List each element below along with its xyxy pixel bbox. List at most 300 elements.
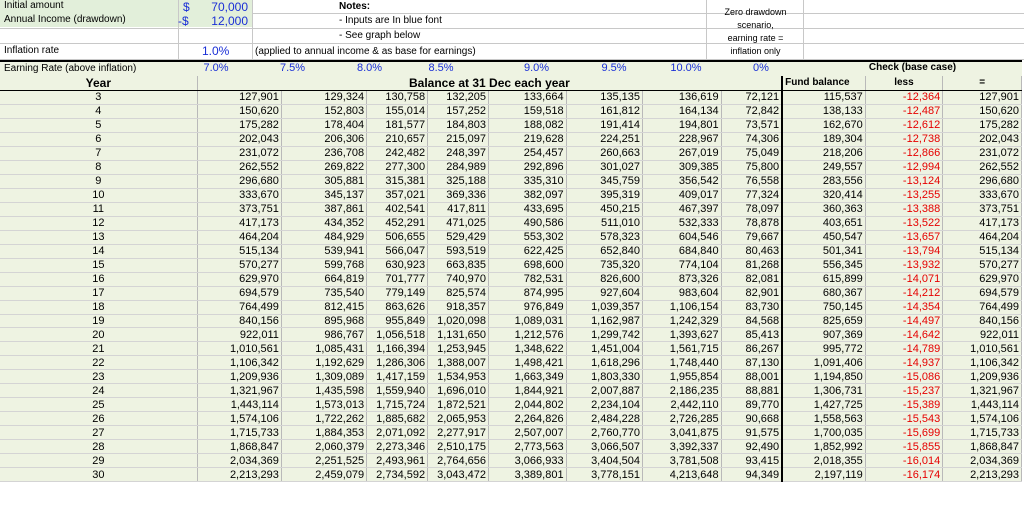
value-cell[interactable]: 356,542 xyxy=(643,174,722,188)
value-cell[interactable]: 161,812 xyxy=(566,104,642,118)
value-cell[interactable]: 277,300 xyxy=(367,160,428,174)
value-cell[interactable]: 138,133 xyxy=(782,104,865,118)
year-cell[interactable]: 13 xyxy=(0,230,197,244)
value-cell[interactable]: 2,442,110 xyxy=(643,398,722,412)
value-cell[interactable]: 1,558,563 xyxy=(782,412,865,426)
value-cell[interactable]: 812,415 xyxy=(281,300,366,314)
value-cell[interactable]: 740,970 xyxy=(428,272,489,286)
value-cell[interactable]: 93,415 xyxy=(721,454,782,468)
value-cell[interactable]: 1,868,847 xyxy=(943,440,1022,454)
year-cell[interactable]: 6 xyxy=(0,132,197,146)
value-cell[interactable]: 157,252 xyxy=(428,104,489,118)
value-cell[interactable]: 622,425 xyxy=(489,244,567,258)
value-cell[interactable]: 3,043,472 xyxy=(428,468,489,482)
value-cell[interactable]: 254,457 xyxy=(489,146,567,160)
value-cell[interactable]: 4,213,648 xyxy=(643,468,722,482)
earning-rate-input[interactable]: 7.0% xyxy=(203,62,229,74)
value-cell[interactable]: 556,345 xyxy=(782,258,865,272)
less-cell[interactable]: -14,497 xyxy=(865,314,943,328)
value-cell[interactable]: 1,010,561 xyxy=(943,342,1022,356)
value-cell[interactable]: 825,659 xyxy=(782,314,865,328)
year-cell[interactable]: 9 xyxy=(0,174,197,188)
value-cell[interactable]: 840,156 xyxy=(197,314,281,328)
value-cell[interactable]: 490,586 xyxy=(489,216,567,230)
value-cell[interactable]: 2,764,656 xyxy=(428,454,489,468)
value-cell[interactable]: 228,967 xyxy=(643,132,722,146)
value-cell[interactable]: 2,197,119 xyxy=(782,468,865,482)
value-cell[interactable]: 2,060,379 xyxy=(281,440,366,454)
value-cell[interactable]: 1,348,622 xyxy=(489,342,567,356)
less-cell[interactable]: -15,086 xyxy=(865,370,943,384)
value-cell[interactable]: 89,770 xyxy=(721,398,782,412)
value-cell[interactable]: 1,020,098 xyxy=(428,314,489,328)
year-cell[interactable]: 7 xyxy=(0,146,197,160)
value-cell[interactable]: 983,604 xyxy=(643,286,722,300)
value-cell[interactable]: 506,655 xyxy=(367,230,428,244)
value-cell[interactable]: 764,499 xyxy=(197,300,281,314)
value-cell[interactable]: 127,901 xyxy=(197,91,281,105)
value-cell[interactable]: 202,043 xyxy=(943,132,1022,146)
value-cell[interactable]: 1,559,940 xyxy=(367,384,428,398)
value-cell[interactable]: 1,715,733 xyxy=(943,426,1022,440)
value-cell[interactable]: 175,282 xyxy=(197,118,281,132)
value-cell[interactable]: 417,811 xyxy=(428,202,489,216)
value-cell[interactable]: 684,840 xyxy=(643,244,722,258)
value-cell[interactable]: 701,777 xyxy=(367,272,428,286)
earning-rate-input[interactable]: 8.0% xyxy=(356,62,383,74)
value-cell[interactable]: 874,995 xyxy=(489,286,567,300)
value-cell[interactable]: 840,156 xyxy=(943,314,1022,328)
value-cell[interactable]: 2,018,355 xyxy=(782,454,865,468)
value-cell[interactable]: 471,025 xyxy=(428,216,489,230)
year-cell[interactable]: 17 xyxy=(0,286,197,300)
value-cell[interactable]: 162,670 xyxy=(782,118,865,132)
value-cell[interactable]: 2,726,285 xyxy=(643,412,722,426)
less-cell[interactable]: -13,255 xyxy=(865,188,943,202)
value-cell[interactable]: 292,896 xyxy=(489,160,567,174)
value-cell[interactable]: 184,803 xyxy=(428,118,489,132)
value-cell[interactable]: 175,282 xyxy=(943,118,1022,132)
year-cell[interactable]: 28 xyxy=(0,440,197,454)
value-cell[interactable]: 219,628 xyxy=(489,132,567,146)
value-cell[interactable]: 629,970 xyxy=(197,272,281,286)
value-cell[interactable]: 305,881 xyxy=(281,174,366,188)
value-cell[interactable]: 2,034,369 xyxy=(943,454,1022,468)
value-cell[interactable]: 2,264,826 xyxy=(489,412,567,426)
value-cell[interactable]: 191,414 xyxy=(566,118,642,132)
less-cell[interactable]: -12,866 xyxy=(865,146,943,160)
value-cell[interactable]: 1,700,035 xyxy=(782,426,865,440)
value-cell[interactable]: 267,019 xyxy=(643,146,722,160)
value-cell[interactable]: 2,277,917 xyxy=(428,426,489,440)
less-cell[interactable]: -15,237 xyxy=(865,384,943,398)
value-cell[interactable]: 1,955,854 xyxy=(643,370,722,384)
value-cell[interactable]: 1,321,967 xyxy=(943,384,1022,398)
value-cell[interactable]: 735,320 xyxy=(566,258,642,272)
value-cell[interactable]: 325,188 xyxy=(428,174,489,188)
value-cell[interactable]: 764,499 xyxy=(943,300,1022,314)
value-cell[interactable]: 698,600 xyxy=(489,258,567,272)
value-cell[interactable]: 2,773,563 xyxy=(489,440,567,454)
value-cell[interactable]: 150,620 xyxy=(197,104,281,118)
value-cell[interactable]: 284,989 xyxy=(428,160,489,174)
value-cell[interactable]: 433,695 xyxy=(489,202,567,216)
value-cell[interactable]: 84,568 xyxy=(721,314,782,328)
value-cell[interactable]: 249,557 xyxy=(782,160,865,174)
value-cell[interactable]: 922,011 xyxy=(197,328,281,342)
annual-income-input[interactable]: 12,000 xyxy=(211,14,248,28)
value-cell[interactable]: 3,778,151 xyxy=(566,468,642,482)
value-cell[interactable]: 1,443,114 xyxy=(197,398,281,412)
value-cell[interactable]: 1,212,576 xyxy=(489,328,567,342)
value-cell[interactable]: 2,493,961 xyxy=(367,454,428,468)
value-cell[interactable]: 382,097 xyxy=(489,188,567,202)
value-cell[interactable]: 1,209,936 xyxy=(943,370,1022,384)
value-cell[interactable]: 86,267 xyxy=(721,342,782,356)
value-cell[interactable]: 83,730 xyxy=(721,300,782,314)
less-cell[interactable]: -14,642 xyxy=(865,328,943,342)
year-cell[interactable]: 26 xyxy=(0,412,197,426)
value-cell[interactable]: 2,044,802 xyxy=(489,398,567,412)
year-cell[interactable]: 23 xyxy=(0,370,197,384)
value-cell[interactable]: 236,708 xyxy=(281,146,366,160)
value-cell[interactable]: 2,186,235 xyxy=(643,384,722,398)
value-cell[interactable]: 1,663,349 xyxy=(489,370,567,384)
value-cell[interactable]: 357,021 xyxy=(367,188,428,202)
value-cell[interactable]: 269,822 xyxy=(281,160,366,174)
less-cell[interactable]: -12,738 xyxy=(865,132,943,146)
year-cell[interactable]: 21 xyxy=(0,342,197,356)
value-cell[interactable]: 90,668 xyxy=(721,412,782,426)
less-cell[interactable]: -12,487 xyxy=(865,104,943,118)
value-cell[interactable]: 680,367 xyxy=(782,286,865,300)
less-cell[interactable]: -13,657 xyxy=(865,230,943,244)
value-cell[interactable]: 262,552 xyxy=(197,160,281,174)
value-cell[interactable]: 81,268 xyxy=(721,258,782,272)
value-cell[interactable]: 1,498,421 xyxy=(489,356,567,370)
value-cell[interactable]: 1,166,394 xyxy=(367,342,428,356)
value-cell[interactable]: 335,310 xyxy=(489,174,567,188)
value-cell[interactable]: 218,206 xyxy=(782,146,865,160)
year-cell[interactable]: 19 xyxy=(0,314,197,328)
less-cell[interactable]: -13,124 xyxy=(865,174,943,188)
value-cell[interactable]: 1,852,992 xyxy=(782,440,865,454)
less-cell[interactable]: -16,174 xyxy=(865,468,943,482)
value-cell[interactable]: 2,510,175 xyxy=(428,440,489,454)
value-cell[interactable]: 529,429 xyxy=(428,230,489,244)
value-cell[interactable]: 774,104 xyxy=(643,258,722,272)
value-cell[interactable]: 1,010,561 xyxy=(197,342,281,356)
value-cell[interactable]: 570,277 xyxy=(943,258,1022,272)
value-cell[interactable]: 1,534,953 xyxy=(428,370,489,384)
less-cell[interactable]: -15,543 xyxy=(865,412,943,426)
value-cell[interactable]: 82,081 xyxy=(721,272,782,286)
value-cell[interactable]: 1,573,013 xyxy=(281,398,366,412)
less-cell[interactable]: -13,794 xyxy=(865,244,943,258)
year-cell[interactable]: 5 xyxy=(0,118,197,132)
value-cell[interactable]: 1,388,007 xyxy=(428,356,489,370)
value-cell[interactable]: 127,901 xyxy=(943,91,1022,105)
value-cell[interactable]: 1,091,406 xyxy=(782,356,865,370)
value-cell[interactable]: 467,397 xyxy=(643,202,722,216)
earning-rate-input[interactable]: 10.0% xyxy=(670,62,702,74)
value-cell[interactable]: 604,546 xyxy=(643,230,722,244)
value-cell[interactable]: 2,251,525 xyxy=(281,454,366,468)
value-cell[interactable]: 1,435,598 xyxy=(281,384,366,398)
value-cell[interactable]: 417,173 xyxy=(943,216,1022,230)
value-cell[interactable]: 72,842 xyxy=(721,104,782,118)
value-cell[interactable]: 132,205 xyxy=(428,91,489,105)
value-cell[interactable]: 501,341 xyxy=(782,244,865,258)
value-cell[interactable]: 955,849 xyxy=(367,314,428,328)
value-cell[interactable]: 1,106,342 xyxy=(197,356,281,370)
value-cell[interactable]: 976,849 xyxy=(489,300,567,314)
value-cell[interactable]: 1,286,306 xyxy=(367,356,428,370)
value-cell[interactable]: 578,323 xyxy=(566,230,642,244)
value-cell[interactable]: 210,657 xyxy=(367,132,428,146)
value-cell[interactable]: 373,751 xyxy=(197,202,281,216)
value-cell[interactable]: 283,556 xyxy=(782,174,865,188)
less-cell[interactable]: -15,855 xyxy=(865,440,943,454)
value-cell[interactable]: 652,840 xyxy=(566,244,642,258)
year-cell[interactable]: 22 xyxy=(0,356,197,370)
value-cell[interactable]: 1,451,004 xyxy=(566,342,642,356)
value-cell[interactable]: 434,352 xyxy=(281,216,366,230)
value-cell[interactable]: 629,970 xyxy=(943,272,1022,286)
value-cell[interactable]: 995,772 xyxy=(782,342,865,356)
value-cell[interactable]: 539,941 xyxy=(281,244,366,258)
year-cell[interactable]: 24 xyxy=(0,384,197,398)
earning-rate-input[interactable]: 7.5% xyxy=(279,62,306,74)
value-cell[interactable]: 663,835 xyxy=(428,258,489,272)
value-cell[interactable]: 373,751 xyxy=(943,202,1022,216)
value-cell[interactable]: 484,929 xyxy=(281,230,366,244)
value-cell[interactable]: 1,162,987 xyxy=(566,314,642,328)
value-cell[interactable]: 694,579 xyxy=(197,286,281,300)
value-cell[interactable]: 3,041,875 xyxy=(643,426,722,440)
value-cell[interactable]: 664,819 xyxy=(281,272,366,286)
value-cell[interactable]: 1,253,945 xyxy=(428,342,489,356)
value-cell[interactable]: 464,204 xyxy=(197,230,281,244)
value-cell[interactable]: 1,192,629 xyxy=(281,356,366,370)
value-cell[interactable]: 452,291 xyxy=(367,216,428,230)
value-cell[interactable]: 85,413 xyxy=(721,328,782,342)
value-cell[interactable]: 248,397 xyxy=(428,146,489,160)
value-cell[interactable]: 3,781,508 xyxy=(643,454,722,468)
less-cell[interactable]: -13,932 xyxy=(865,258,943,272)
year-cell[interactable]: 4 xyxy=(0,104,197,118)
value-cell[interactable]: 895,968 xyxy=(281,314,366,328)
value-cell[interactable]: 1,194,850 xyxy=(782,370,865,384)
value-cell[interactable]: 2,760,770 xyxy=(566,426,642,440)
year-cell[interactable]: 15 xyxy=(0,258,197,272)
value-cell[interactable]: 72,121 xyxy=(721,91,782,105)
value-cell[interactable]: 1,242,329 xyxy=(643,314,722,328)
value-cell[interactable]: 345,137 xyxy=(281,188,366,202)
value-cell[interactable]: 296,680 xyxy=(197,174,281,188)
value-cell[interactable]: 231,072 xyxy=(943,146,1022,160)
value-cell[interactable]: 130,758 xyxy=(367,91,428,105)
value-cell[interactable]: 615,899 xyxy=(782,272,865,286)
less-cell[interactable]: -15,389 xyxy=(865,398,943,412)
value-cell[interactable]: 2,234,104 xyxy=(566,398,642,412)
value-cell[interactable]: 593,519 xyxy=(428,244,489,258)
value-cell[interactable]: 395,319 xyxy=(566,188,642,202)
value-cell[interactable]: 74,306 xyxy=(721,132,782,146)
value-cell[interactable]: 88,001 xyxy=(721,370,782,384)
value-cell[interactable]: 129,324 xyxy=(281,91,366,105)
less-cell[interactable]: -14,071 xyxy=(865,272,943,286)
value-cell[interactable]: 1,844,921 xyxy=(489,384,567,398)
value-cell[interactable]: 1,427,725 xyxy=(782,398,865,412)
value-cell[interactable]: 1,574,106 xyxy=(943,412,1022,426)
value-cell[interactable]: 1,884,353 xyxy=(281,426,366,440)
value-cell[interactable]: 1,085,431 xyxy=(281,342,366,356)
value-cell[interactable]: 224,251 xyxy=(566,132,642,146)
value-cell[interactable]: 136,619 xyxy=(643,91,722,105)
value-cell[interactable]: 3,066,933 xyxy=(489,454,567,468)
less-cell[interactable]: -15,699 xyxy=(865,426,943,440)
value-cell[interactable]: 2,507,007 xyxy=(489,426,567,440)
year-cell[interactable]: 20 xyxy=(0,328,197,342)
value-cell[interactable]: 159,518 xyxy=(489,104,567,118)
value-cell[interactable]: 3,392,337 xyxy=(643,440,722,454)
value-cell[interactable]: 320,414 xyxy=(782,188,865,202)
value-cell[interactable]: 79,667 xyxy=(721,230,782,244)
value-cell[interactable]: 309,385 xyxy=(643,160,722,174)
earning-rate-input[interactable]: 9.5% xyxy=(601,62,627,74)
value-cell[interactable]: 296,680 xyxy=(943,174,1022,188)
value-cell[interactable]: 152,803 xyxy=(281,104,366,118)
value-cell[interactable]: 873,326 xyxy=(643,272,722,286)
year-cell[interactable]: 12 xyxy=(0,216,197,230)
value-cell[interactable]: 315,381 xyxy=(367,174,428,188)
less-cell[interactable]: -12,364 xyxy=(865,91,943,105)
year-cell[interactable]: 18 xyxy=(0,300,197,314)
value-cell[interactable]: 91,575 xyxy=(721,426,782,440)
value-cell[interactable]: 1,715,724 xyxy=(367,398,428,412)
value-cell[interactable]: 403,651 xyxy=(782,216,865,230)
value-cell[interactable]: 2,065,953 xyxy=(428,412,489,426)
value-cell[interactable]: 369,336 xyxy=(428,188,489,202)
value-cell[interactable]: 1,393,627 xyxy=(643,328,722,342)
value-cell[interactable]: 450,547 xyxy=(782,230,865,244)
year-cell[interactable]: 10 xyxy=(0,188,197,202)
year-cell[interactable]: 11 xyxy=(0,202,197,216)
less-cell[interactable]: -13,388 xyxy=(865,202,943,216)
value-cell[interactable]: 155,014 xyxy=(367,104,428,118)
value-cell[interactable]: 553,302 xyxy=(489,230,567,244)
value-cell[interactable]: 215,097 xyxy=(428,132,489,146)
value-cell[interactable]: 825,574 xyxy=(428,286,489,300)
value-cell[interactable]: 3,389,801 xyxy=(489,468,567,482)
value-cell[interactable]: 1,443,114 xyxy=(943,398,1022,412)
year-cell[interactable]: 14 xyxy=(0,244,197,258)
value-cell[interactable]: 1,209,936 xyxy=(197,370,281,384)
value-cell[interactable]: 188,082 xyxy=(489,118,567,132)
value-cell[interactable]: 1,618,296 xyxy=(566,356,642,370)
value-cell[interactable]: 1,089,031 xyxy=(489,314,567,328)
value-cell[interactable]: 82,901 xyxy=(721,286,782,300)
year-cell[interactable]: 27 xyxy=(0,426,197,440)
value-cell[interactable]: 202,043 xyxy=(197,132,281,146)
value-cell[interactable]: 87,130 xyxy=(721,356,782,370)
value-cell[interactable]: 88,881 xyxy=(721,384,782,398)
year-cell[interactable]: 8 xyxy=(0,160,197,174)
value-cell[interactable]: 115,537 xyxy=(782,91,865,105)
value-cell[interactable]: 2,213,293 xyxy=(943,468,1022,482)
value-cell[interactable]: 1,417,159 xyxy=(367,370,428,384)
less-cell[interactable]: -13,522 xyxy=(865,216,943,230)
less-cell[interactable]: -14,354 xyxy=(865,300,943,314)
year-cell[interactable]: 30 xyxy=(0,468,197,482)
value-cell[interactable]: 750,145 xyxy=(782,300,865,314)
value-cell[interactable]: 260,663 xyxy=(566,146,642,160)
value-cell[interactable]: 73,571 xyxy=(721,118,782,132)
value-cell[interactable]: 78,878 xyxy=(721,216,782,230)
value-cell[interactable]: 2,273,346 xyxy=(367,440,428,454)
value-cell[interactable]: 150,620 xyxy=(943,104,1022,118)
value-cell[interactable]: 2,734,592 xyxy=(367,468,428,482)
value-cell[interactable]: 2,213,293 xyxy=(197,468,281,482)
value-cell[interactable]: 464,204 xyxy=(943,230,1022,244)
value-cell[interactable]: 181,577 xyxy=(367,118,428,132)
initial-amount-input[interactable]: 70,000 xyxy=(211,0,248,14)
value-cell[interactable]: 402,541 xyxy=(367,202,428,216)
value-cell[interactable]: 231,072 xyxy=(197,146,281,160)
value-cell[interactable]: 76,558 xyxy=(721,174,782,188)
value-cell[interactable]: 922,011 xyxy=(943,328,1022,342)
value-cell[interactable]: 927,604 xyxy=(566,286,642,300)
value-cell[interactable]: 779,149 xyxy=(367,286,428,300)
value-cell[interactable]: 3,404,504 xyxy=(566,454,642,468)
value-cell[interactable]: 782,531 xyxy=(489,272,567,286)
value-cell[interactable]: 1,299,742 xyxy=(566,328,642,342)
value-cell[interactable]: 262,552 xyxy=(943,160,1022,174)
earning-rate-input[interactable]: 9.0% xyxy=(523,62,550,74)
value-cell[interactable]: 1,321,967 xyxy=(197,384,281,398)
value-cell[interactable]: 1,309,089 xyxy=(281,370,366,384)
value-cell[interactable]: 77,324 xyxy=(721,188,782,202)
earning-rate-input[interactable]: 0% xyxy=(753,62,769,74)
value-cell[interactable]: 242,482 xyxy=(367,146,428,160)
value-cell[interactable]: 907,369 xyxy=(782,328,865,342)
value-cell[interactable]: 1,039,357 xyxy=(566,300,642,314)
value-cell[interactable]: 1,748,440 xyxy=(643,356,722,370)
value-cell[interactable]: 2,034,369 xyxy=(197,454,281,468)
value-cell[interactable]: 301,027 xyxy=(566,160,642,174)
value-cell[interactable]: 135,135 xyxy=(566,91,642,105)
year-cell[interactable]: 29 xyxy=(0,454,197,468)
value-cell[interactable]: 630,923 xyxy=(367,258,428,272)
value-cell[interactable]: 450,215 xyxy=(566,202,642,216)
value-cell[interactable]: 1,803,330 xyxy=(566,370,642,384)
value-cell[interactable]: 1,885,682 xyxy=(367,412,428,426)
value-cell[interactable]: 863,626 xyxy=(367,300,428,314)
value-cell[interactable]: 532,333 xyxy=(643,216,722,230)
value-cell[interactable]: 78,097 xyxy=(721,202,782,216)
value-cell[interactable]: 92,490 xyxy=(721,440,782,454)
less-cell[interactable]: -14,937 xyxy=(865,356,943,370)
value-cell[interactable]: 189,304 xyxy=(782,132,865,146)
value-cell[interactable]: 1,715,733 xyxy=(197,426,281,440)
value-cell[interactable]: 2,071,092 xyxy=(367,426,428,440)
value-cell[interactable]: 333,670 xyxy=(197,188,281,202)
value-cell[interactable]: 178,404 xyxy=(281,118,366,132)
inflation-rate-input[interactable]: 1.0% xyxy=(202,44,230,58)
value-cell[interactable]: 1,306,731 xyxy=(782,384,865,398)
value-cell[interactable]: 409,017 xyxy=(643,188,722,202)
